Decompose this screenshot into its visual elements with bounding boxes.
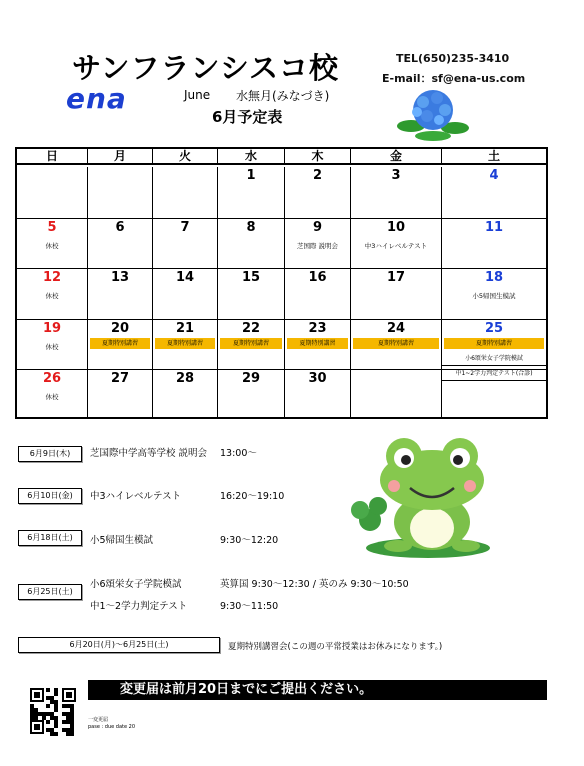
day-number: 2 [312, 168, 323, 183]
day-number: 18 [484, 270, 504, 285]
day-note: 休校 [45, 242, 59, 250]
day-number: 19 [42, 321, 62, 336]
event-time: 13:00～ [220, 448, 257, 459]
day-number: 16 [308, 270, 327, 285]
day-number: 8 [246, 220, 256, 235]
calendar-day-cell [88, 269, 153, 320]
calendar-day-cell [88, 219, 153, 269]
event-date-label: 6月9日(木) [18, 446, 82, 462]
calendar [15, 147, 548, 419]
weekday-header: 木 [285, 149, 351, 165]
calendar-day-cell [442, 269, 546, 320]
qr-caption-due-date: pase : due date 20 [88, 724, 136, 730]
summer-course-bar: 夏期特別講習 [444, 338, 544, 349]
day-number: 3 [391, 168, 401, 183]
svg-text:ena: ena [66, 86, 127, 112]
calendar-day-cell [88, 167, 153, 219]
calendar-day-cell [17, 370, 88, 419]
day-number: 20 [110, 321, 130, 336]
event-title: 芝国際中学高等学校 説明会 [90, 448, 208, 459]
calendar-day-cell [442, 370, 546, 419]
event-date-label: 6月10日(金) [18, 488, 82, 504]
day-note: 休校 [45, 393, 59, 401]
month-english: June [184, 88, 211, 102]
calendar-day-cell [218, 320, 285, 370]
change-deadline-notice: 変更届は前月20日までにご提出ください。 [88, 680, 547, 700]
weekday-header: 月 [88, 149, 153, 165]
calendar-day-cell [285, 320, 351, 370]
day-number: 23 [308, 321, 327, 336]
day-note: 休校 [45, 292, 59, 300]
summer-course-bar: 夏期特別講習 [287, 338, 348, 349]
calendar-day-cell [153, 320, 218, 370]
schedule-title: 6月予定表 [212, 108, 283, 126]
day-number: 29 [241, 371, 261, 386]
day-number: 25 [484, 321, 504, 336]
day-number: 30 [308, 371, 327, 386]
event-time: 16:20～19:10 [220, 491, 285, 502]
day-number: 28 [175, 371, 195, 386]
calendar-day-cell [153, 219, 218, 269]
summer-course-bar: 夏期特別講習 [353, 338, 439, 349]
event-time: 英算国 9:30～12:30 / 英のみ 9:30～10:50 [220, 579, 409, 590]
day-note: 休校 [45, 343, 59, 351]
day-note: 芝国際 説明会 [296, 242, 339, 250]
calendar-day-cell [351, 219, 442, 269]
day-sub-event: 小6頌栄女子学院模試 [442, 352, 546, 366]
qr-caption: 一変更届 [88, 717, 109, 723]
weekday-header: 日 [17, 149, 88, 165]
email-address: E-mail：sf@ena-us.com [382, 72, 526, 85]
day-number: 10 [386, 220, 406, 235]
calendar-day-cell [285, 370, 351, 419]
calendar-day-cell [153, 167, 218, 219]
day-number: 9 [312, 220, 323, 235]
day-number: 13 [110, 270, 130, 285]
school-name: サンフランシスコ校 [72, 51, 339, 85]
calendar-day-cell [442, 320, 546, 377]
day-number: 1 [246, 168, 256, 183]
calendar-day-cell [153, 370, 218, 419]
calendar-day-cell [442, 167, 546, 219]
qr-code[interactable] [28, 686, 78, 736]
calendar-day-cell [218, 370, 285, 419]
calendar-day-cell [442, 219, 546, 269]
event-time: 9:30～12:20 [220, 535, 279, 546]
weekday-header: 土 [442, 149, 546, 165]
calendar-day-cell [88, 320, 153, 370]
calendar-day-cell [351, 370, 442, 419]
phone-number: TEL(650)235-3410 [396, 52, 510, 65]
event-time: 夏期特別講習会(この週の平常授業はお休みになります。) [228, 642, 443, 652]
calendar-day-cell [17, 219, 88, 269]
calendar-day-cell [153, 269, 218, 320]
calendar-day-cell [351, 167, 442, 219]
day-number: 15 [241, 270, 261, 285]
summer-course-bar: 夏期特別講習 [90, 338, 150, 349]
event-date-label: 6月25日(土) [18, 584, 82, 600]
calendar-day-cell [285, 167, 351, 219]
day-number: 17 [386, 270, 406, 285]
day-number: 6 [115, 220, 125, 235]
day-number: 26 [42, 371, 62, 386]
calendar-day-cell [218, 269, 285, 320]
calendar-day-cell [218, 219, 285, 269]
event-date-label: 6月20日(月)～6月25日(土) [18, 637, 220, 653]
day-number: 24 [386, 321, 406, 336]
day-number: 7 [180, 220, 190, 235]
calendar-day-cell [285, 269, 351, 320]
summer-course-bar: 夏期特別講習 [220, 338, 282, 349]
event-title: 中3ハイレベルテスト [90, 491, 182, 502]
calendar-day-cell [218, 167, 285, 219]
day-number: 27 [110, 371, 130, 386]
frog-illustration [348, 436, 498, 562]
summer-course-bar: 夏期特別講習 [155, 338, 215, 349]
ena-logo [66, 86, 146, 112]
event-title: 小6頌栄女子学院模試 [90, 579, 182, 590]
event-date-label: 6月18日(土) [18, 530, 82, 546]
day-note: 中3ハイレベルテスト [364, 242, 428, 250]
weekday-header: 水 [218, 149, 285, 165]
event-title: 中1～2学力判定テスト [90, 601, 188, 612]
calendar-day-cell [17, 269, 88, 320]
month-japanese: 水無月(みなづき) [236, 89, 330, 103]
calendar-day-cell [17, 167, 88, 219]
day-number: 11 [484, 220, 504, 235]
hydrangea-illustration [397, 86, 469, 142]
event-title: 小5帰国生模試 [90, 535, 154, 546]
day-number: 12 [42, 270, 62, 285]
calendar-day-cell [351, 320, 442, 370]
day-note: 小5帰国生模試 [472, 292, 516, 300]
calendar-day-cell [17, 320, 88, 370]
weekday-header: 火 [153, 149, 218, 165]
calendar-day-cell [351, 269, 442, 320]
day-number: 21 [175, 321, 195, 336]
event-time: 9:30～11:50 [220, 601, 279, 612]
calendar-day-cell [285, 219, 351, 269]
weekday-header: 金 [351, 149, 442, 165]
day-number: 14 [175, 270, 195, 285]
day-number: 22 [241, 321, 261, 336]
day-number: 4 [489, 168, 499, 183]
calendar-day-cell [88, 370, 153, 419]
day-number: 5 [47, 220, 57, 235]
day-sub-event: 中1~2学力判定テスト(合診) [442, 367, 546, 381]
